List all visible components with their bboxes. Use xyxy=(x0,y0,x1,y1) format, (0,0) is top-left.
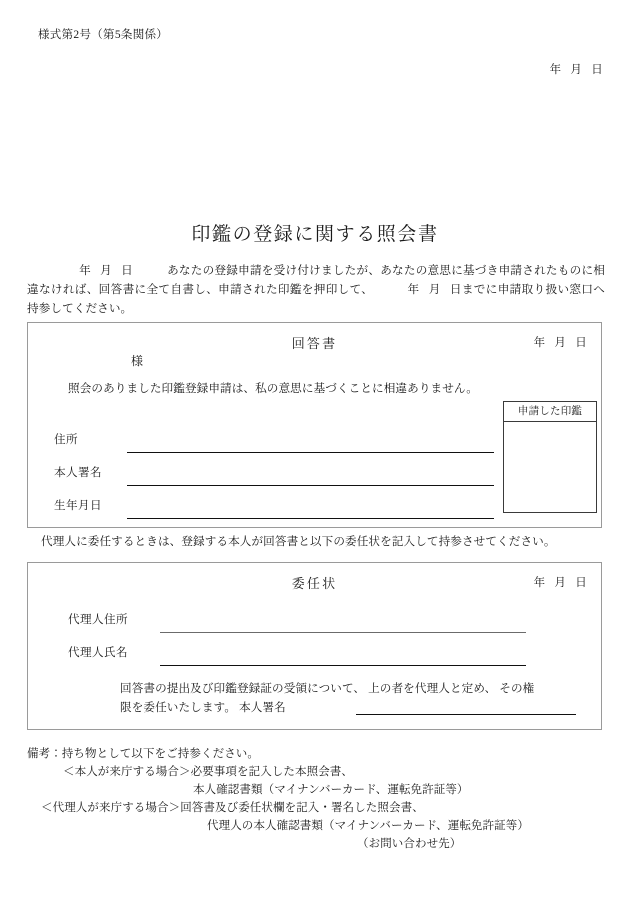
field-line-proxy-address[interactable] xyxy=(160,632,526,633)
field-row-proxy-address xyxy=(68,611,558,628)
remarks-line-1: 備考：持ち物として以下をご持参ください。 xyxy=(27,748,259,760)
proxy-date-year: 年 xyxy=(533,577,546,589)
header-date-day: 日 xyxy=(591,64,603,76)
header-date-year: 年 xyxy=(549,64,562,76)
reply-section-date xyxy=(534,334,587,350)
intro-text-b: までに申請取り扱い窓口へ持参してください。 xyxy=(27,282,605,315)
remarks-line-3: 本人確認書類（マイナンバーカード、運転免許証等） xyxy=(193,784,469,797)
intro-date-year: 年 xyxy=(79,264,91,277)
reply-date-year: 年 xyxy=(533,337,546,349)
field-line-proxy-name[interactable] xyxy=(160,665,526,666)
intro-paragraph xyxy=(27,262,605,318)
stamp-impression-area[interactable] xyxy=(504,422,596,513)
proxy-date-month: 月 xyxy=(554,577,567,589)
remarks-line-4: ＜代理人が来庁する場合＞回答書及び委任状欄を記入・署名した照会書、 xyxy=(41,802,424,815)
intro-date-month: 月 xyxy=(99,264,112,277)
intro-text-a: あなたの登録申請を受け付けましたが、あなたの意思に基づき申請されたものに相違なければ、回答書に全て自書し、申請された印鑑を押印して、 xyxy=(27,264,605,296)
field-line-principal-signature[interactable] xyxy=(356,714,576,715)
principal-signature-label: 本人署名 xyxy=(239,701,286,715)
proxy-section-heading: 委任状 xyxy=(291,576,338,591)
field-label-proxy-name: 代理人氏名 xyxy=(68,646,128,659)
remarks-block xyxy=(27,745,607,853)
field-line-address[interactable] xyxy=(127,452,494,453)
reply-date-day: 日 xyxy=(575,337,587,349)
field-row-birthdate xyxy=(54,497,494,514)
field-label-proxy-address: 代理人住所 xyxy=(68,613,128,626)
remarks-line-6: （お問い合わせ先） xyxy=(357,838,462,851)
form-code: 様式第2号（第5条関係） xyxy=(38,29,169,41)
field-row-proxy-name xyxy=(68,644,558,661)
field-line-birthdate[interactable] xyxy=(127,518,494,519)
field-label-signature: 本人署名 xyxy=(54,466,102,479)
reply-date-month: 月 xyxy=(554,337,567,349)
declaration-body: 照会のありました印鑑登録申請は、私の意思に基づくことに相違ありません。 xyxy=(68,382,478,395)
field-label-address: 住所 xyxy=(54,433,78,446)
stamp-box xyxy=(503,401,597,513)
reply-section xyxy=(27,322,602,528)
remarks-line-5: 代理人の本人確認書類（マイナンバーカード、運転免許証等） xyxy=(207,820,529,833)
intro-date-day: 日 xyxy=(120,264,133,277)
reply-section-heading: 回答書 xyxy=(291,336,338,351)
proxy-date-day: 日 xyxy=(575,577,587,589)
proxy-section xyxy=(27,562,602,730)
proxy-section-date xyxy=(534,574,587,590)
addressee-suffix: 様 xyxy=(131,354,144,368)
intro-deadline-month: 月 xyxy=(428,282,441,296)
field-label-birthdate: 生年月日 xyxy=(54,499,102,512)
intro-deadline-day: 日 xyxy=(449,282,462,296)
intro-deadline-year: 年 xyxy=(407,282,420,296)
declaration-text xyxy=(54,379,484,398)
header-date-month: 月 xyxy=(570,64,583,76)
field-line-signature[interactable] xyxy=(127,485,494,486)
field-row-address xyxy=(54,431,494,448)
page-title: 印鑑の登録に関する照会書 xyxy=(191,224,439,245)
field-row-signature xyxy=(54,464,494,481)
proxy-instruction-note: 代理人に委任するときは、登録する本人が回答書と以下の委任状を記入して持参させてください。 xyxy=(41,535,556,548)
delegation-body: 回答書の提出及び印鑑登録証の受領について、 上の者を代理人と定め、 その権限を委任いたします。 xyxy=(120,682,535,715)
stamp-box-caption: 申請した印鑑 xyxy=(504,402,596,422)
delegation-statement xyxy=(120,679,540,717)
header-date xyxy=(550,61,603,77)
remarks-line-2: ＜本人が来庁する場合＞必要事項を記入した本照会書、 xyxy=(63,766,353,779)
